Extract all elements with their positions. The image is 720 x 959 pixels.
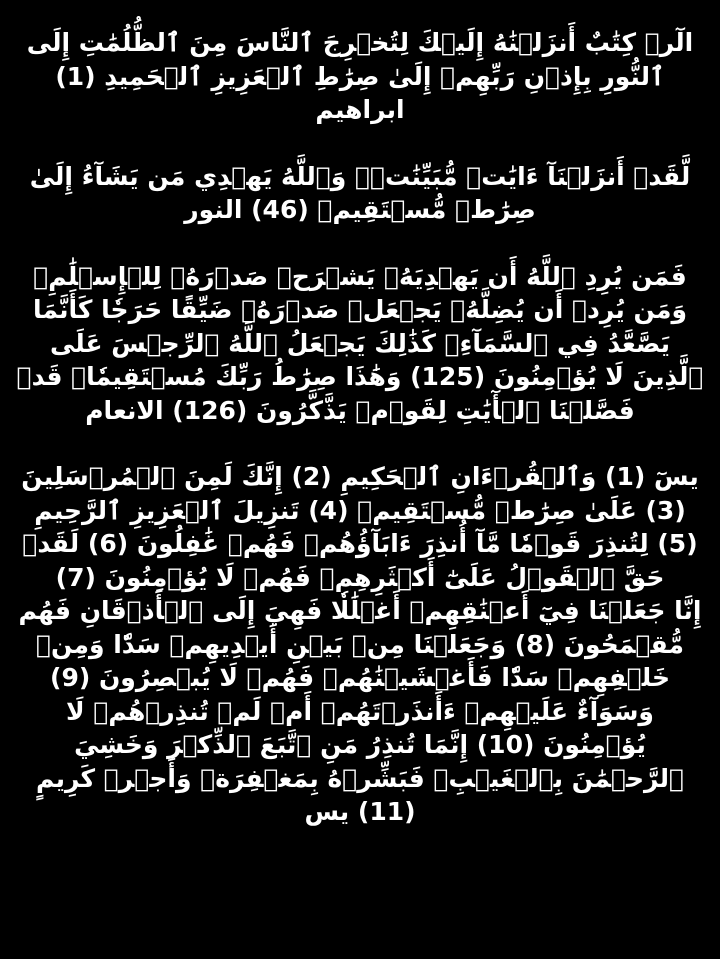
passage-ibrahim: الٓرۚ كِتَٰبٌ أَنزَلۡنَٰهُ إِلَيۡكَ لِتُخۡرِجَ ٱلنَّاسَ مِنَ ٱلظُّلُمَٰتِ إِلَى ٱلنُّورِ بِإِذۡنِ رَبِّهِمۡ إِلَىٰ صِرَٰطِ ٱلۡعَزِيزِ ٱلۡحَمِيدِ (1) ابراهيم xyxy=(26,28,694,124)
passage-yasin-part-2: إِنَّا جَعَلۡنَا فِيٓ أَعۡنَٰقِهِمۡ أَغۡلَٰلٗا فَهِيَ إِلَى ٱلۡأَذۡقَانِ فَهُم مُّقۡمَحُونَ (8) وَجَعَلۡنَا مِنۢ بَيۡنِ أَيۡدِيهِمۡ سَدّٗا وَمِنۡ خَلۡفِهِمۡ سَدّٗا فَأَغۡشَيۡنَٰهُمۡ فَهُمۡ لَا يُبۡصِرُونَ (9) وَسَوَآءٌ عَلَيۡهِمۡ ءَأَنذَرۡتَهُمۡ أَمۡ لَمۡ تُنذِرۡهُمۡ لَا يُؤۡمِنُونَ (10) إِنَّمَا تُنذِرُ مَنِ ٱتَّبَعَ ٱلذِّكۡرَ وَخَشِيَ ٱلرَّحۡمَٰنَ بِٱلۡغَيۡبِۖ فَبَشِّرۡهُ بِمَغۡفِرَةٖ وَأَجۡرٖ كَرِيمٍ (11) يس xyxy=(18,596,702,826)
passage-an-nur: لَّقَدۡ أَنزَلۡنَآ ءَايَٰتٖ مُّبَيِّنَٰتٖۚ وَٱللَّهُ يَهۡدِي مَن يَشَآءُ إِلَىٰ صِرَٰطٖ مُّسۡتَقِيمٖ (46) النور xyxy=(29,161,691,224)
passage-yasin-part-1: يسٓ (1) وَٱلۡقُرۡءَانِ ٱلۡحَكِيمِ (2) إِنَّكَ لَمِنَ ٱلۡمُرۡسَلِينَ (3) عَلَىٰ صِرَٰطٖ مُّسۡتَقِيمٖ (4) تَنزِيلَ ٱلۡعَزِيزِ ٱلرَّحِيمِ (5) لِتُنذِرَ قَوۡمٗا مَّآ أُنذِرَ ءَابَآؤُهُمۡ فَهُمۡ غَٰفِلُونَ (6) لَقَدۡ حَقَّ ٱلۡقَوۡلُ عَلَىٰٓ أَكۡثَرِهِمۡ فَهُمۡ لَا يُؤۡمِنُونَ (7) xyxy=(21,462,699,592)
passage-al-anam: فَمَن يُرِدِ ٱللَّهُ أَن يَهۡدِيَهُۥ يَشۡرَحۡ صَدۡرَهُۥ لِلۡإِسۡلَٰمِۖ وَمَن يُرِدۡ أَن يُضِلَّهُۥ يَجۡعَلۡ صَدۡرَهُۥ ضَيِّقًا حَرَجٗا كَأَنَّمَا يَصَّعَّدُ فِي ٱلسَّمَآءِۚ كَذَٰلِكَ يَجۡعَلُ ٱللَّهُ ٱلرِّجۡسَ عَلَى ٱلَّذِينَ لَا يُؤۡمِنُونَ (125) وَهَٰذَا صِرَٰطُ رَبِّكَ مُسۡتَقِيمٗاۗ قَدۡ فَصَّلۡنَا ٱلۡأٓيَٰتِ لِقَوۡمٖ يَذَّكَّرُونَ (126) الانعام xyxy=(16,261,704,425)
